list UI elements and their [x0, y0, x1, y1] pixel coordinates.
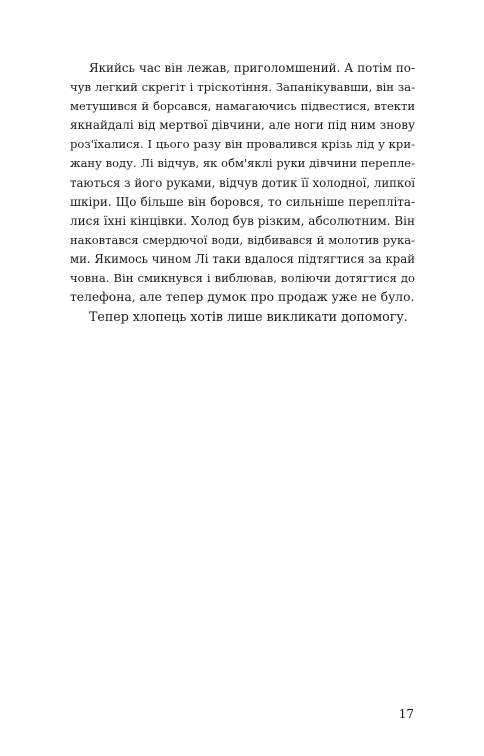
body-text [70, 59, 415, 326]
text-line: Тепер хлопець хотів лише викликати допомогу. [89, 309, 408, 325]
text-line: таються з його руками, відчув дотик її холодної, липкої [70, 175, 415, 190]
text-line: лися їхні кінцівки. Холод був різким, абсолютним. Він [70, 213, 415, 228]
text-line: чув легкий скрегіт і тріскотіння. Запанікувавши, він за- [70, 80, 415, 95]
text-line: ми. Якимось чином Лі таки вдалося підтягтися за край [70, 251, 415, 266]
paragraph-2 [70, 307, 415, 326]
page-number: 17 [398, 707, 414, 721]
text-line: Якийсь час він лежав, приголомшений. А потім по- [89, 61, 415, 75]
text-line: жану воду. Лі відчув, як обм'яклі руки дівчини перепле- [70, 156, 415, 171]
text-line: якнайдалі від мертвої дівчини, але ноги під ним знову [70, 118, 415, 133]
text-line: метушився й борсався, намагаючись підвестися, втекти [70, 99, 415, 114]
text-line: наковтався смердючої води, відбивався й молотив рука- [70, 232, 415, 247]
paragraph-1 [70, 59, 415, 307]
text-line: човна. Він смикнувся і виблював, воліючи дотягтися до [70, 271, 415, 286]
text-line: роз'їхалися. І цього разу він провалився крізь лід у кри- [70, 137, 415, 152]
text-line: шкіри. Що більше він боровся, то сильніше перепліта- [70, 194, 415, 209]
text-line: телефона, але тепер думок про продаж уже не було. [70, 290, 415, 305]
